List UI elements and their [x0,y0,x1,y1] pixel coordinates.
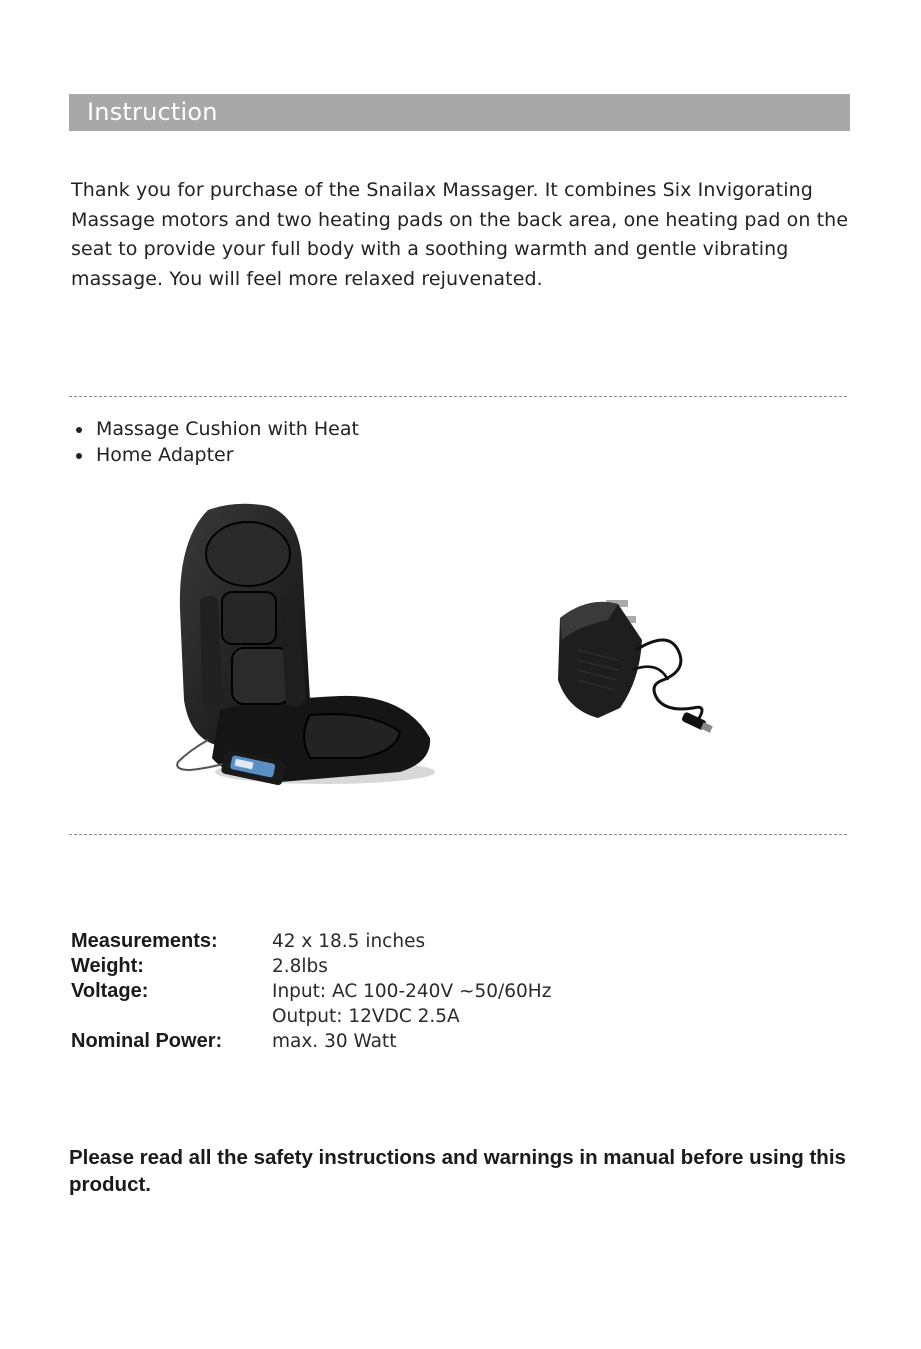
dashed-divider-top [69,396,847,397]
dashed-divider-bottom [69,834,847,835]
table-row [71,954,551,979]
intro-paragraph: Thank you for purchase of the Snailax Massager. It combines Six Invigorating Massage motors and two heating pads on the back area, one heating pad on the seat to provide your full body with a soothing warmth and gentle vibrating massage. You will feel more relaxed rejuvenated. [71,179,849,290]
specifications-table [71,929,551,1054]
weight-label: Weight: [71,955,144,977]
voltage-input-value: Input: AC 100-240V ~50/60Hz [272,981,552,1002]
measurements-label: Measurements: [71,930,218,952]
list-item: Home Adapter [74,442,359,468]
measurements-value: 42 x 18.5 inches [272,931,426,952]
weight-value: 2.8lbs [272,956,328,977]
power-label: Nominal Power: [71,1030,223,1052]
safety-warning: Please read all the safety instructions and warnings in manual before using this product. [69,1146,846,1196]
section-header-bar [69,94,850,131]
table-row [71,979,551,1004]
table-row [71,1004,551,1029]
massage-cushion-icon [160,500,440,800]
home-adapter-icon [548,590,718,740]
voltage-label: Voltage: [71,980,149,1002]
table-row [71,929,551,954]
package-contents-list [74,416,359,468]
power-value: max. 30 Watt [272,1031,397,1052]
list-item: Massage Cushion with Heat [74,416,359,442]
table-row [71,1029,551,1054]
section-title: Instruction [87,98,218,126]
voltage-output-value: Output: 12VDC 2.5A [272,1006,460,1027]
